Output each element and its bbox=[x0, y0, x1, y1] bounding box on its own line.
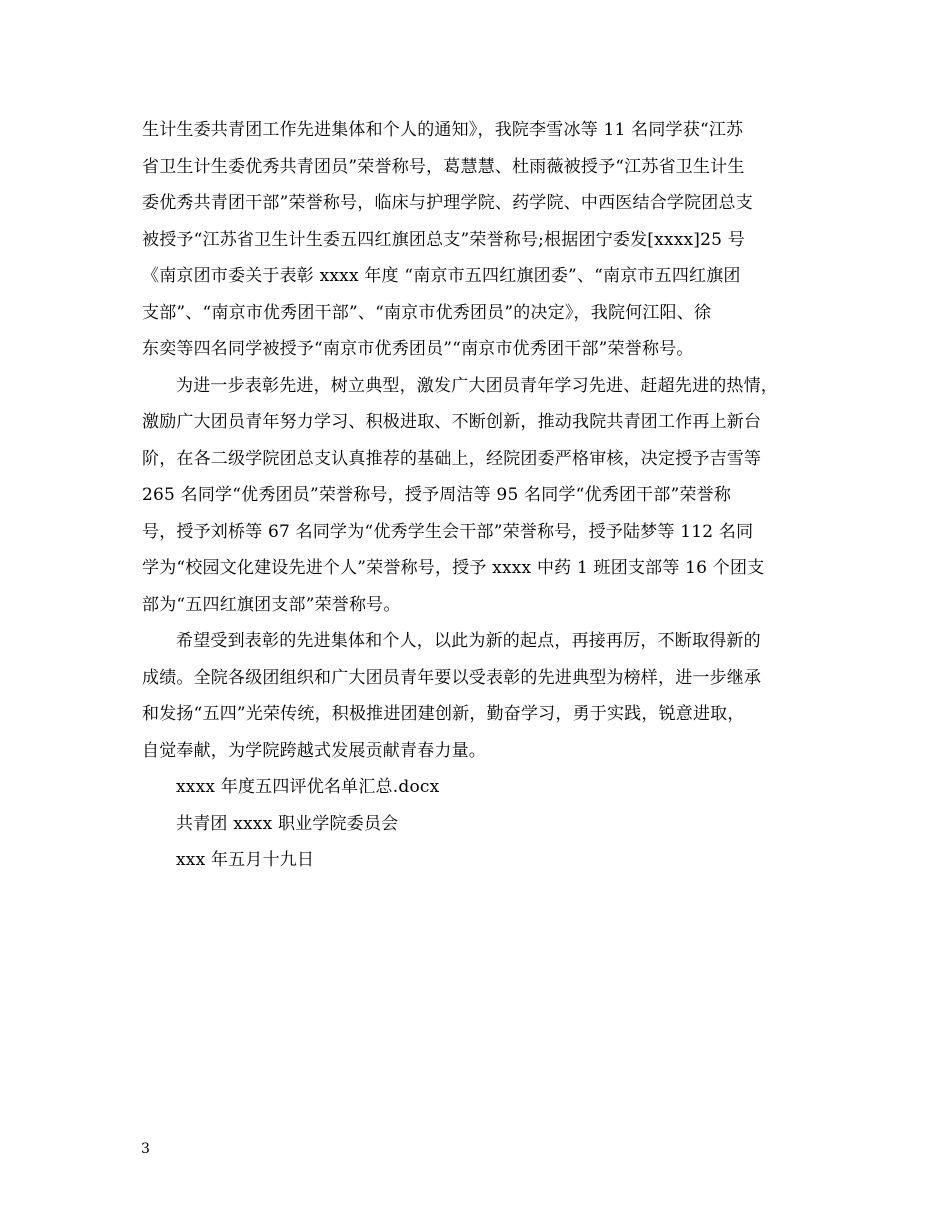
attachment-filename: xxxx 年度五四评优名单汇总.docx bbox=[176, 777, 440, 797]
text-line: 《南京团市委关于表彰 xxxx 年度 “南京市五四红旗团委”、“南京市五四红旗团 bbox=[142, 266, 741, 286]
text-line: 部为“五四红旗团支部”荣誉称号。 bbox=[142, 594, 401, 615]
text-line: 东奕等四名同学被授予“南京市优秀团员”“南京市优秀团干部”荣誉称号。 bbox=[142, 339, 694, 359]
issuer-name: 共青团 xxxx 职业学院委员会 bbox=[176, 813, 399, 834]
text-line: 阶，在各二级学院团总支认真推荐的基础上，经院团委严格审核，决定授予吉雪等 bbox=[142, 448, 762, 469]
text-line: 支部”、“南京市优秀团干部”、“南京市优秀团员”的决定》，我院何江阳、徐 bbox=[142, 302, 712, 323]
text-line: 265 名同学“优秀团员”荣誉称号，授予周洁等 95 名同学“优秀团干部”荣誉称 bbox=[142, 485, 732, 505]
paragraph-first-line: 希望受到表彰的先进集体和个人，以此为新的起点，再接再厉，不断取得新的 bbox=[176, 631, 761, 651]
text-line: 和发扬“五四”光荣传统，积极推进团建创新，勤奋学习，勇于实践，锐意进取， bbox=[142, 704, 745, 724]
issue-date: xxx 年五月十九日 bbox=[176, 850, 315, 870]
document-body bbox=[142, 112, 822, 879]
text-line: 学为“校园文化建设先进个人”荣誉称号，授予 xxxx 中药 1 班团支部等 16 个团支 bbox=[142, 558, 765, 578]
page-number: 3 bbox=[141, 1141, 150, 1157]
text-line: 号，授予刘桥等 67 名同学为“优秀学生会干部”荣誉称号，授予陆梦等 112 名同 bbox=[142, 521, 754, 542]
text-line: 成绩。全院各级团组织和广大团员青年要以受表彰的先进典型为榜样，进一步继承 bbox=[142, 667, 762, 688]
paragraph-first-line: 为进一步表彰先进，树立典型，激发广大团员青年学习先进、赶超先进的热情， bbox=[176, 375, 778, 396]
text-line: 被授予“江苏省卫生计生委五四红旗团总支”荣誉称号;根据团宁委发[xxxx]25 号 bbox=[142, 229, 745, 250]
text-line: 激励广大团员青年努力学习、积极进取、不断创新，推动我院共青团工作再上新台 bbox=[142, 412, 762, 432]
text-line: 委优秀共青团干部”荣誉称号，临床与护理学院、药学院、中西医结合学院团总支 bbox=[142, 193, 753, 213]
text-line: 自觉奉献，为学院跨越式发展贡献青春力量。 bbox=[142, 740, 486, 761]
text-line: 省卫生计生委优秀共青团员”荣誉称号，葛慧慧、杜雨薇被授予“江苏省卫生计生 bbox=[142, 156, 745, 177]
text-line: 生计生委共青团工作先进集体和个人的通知》，我院李雪冰等 11 名同学获“江苏 bbox=[142, 120, 744, 140]
